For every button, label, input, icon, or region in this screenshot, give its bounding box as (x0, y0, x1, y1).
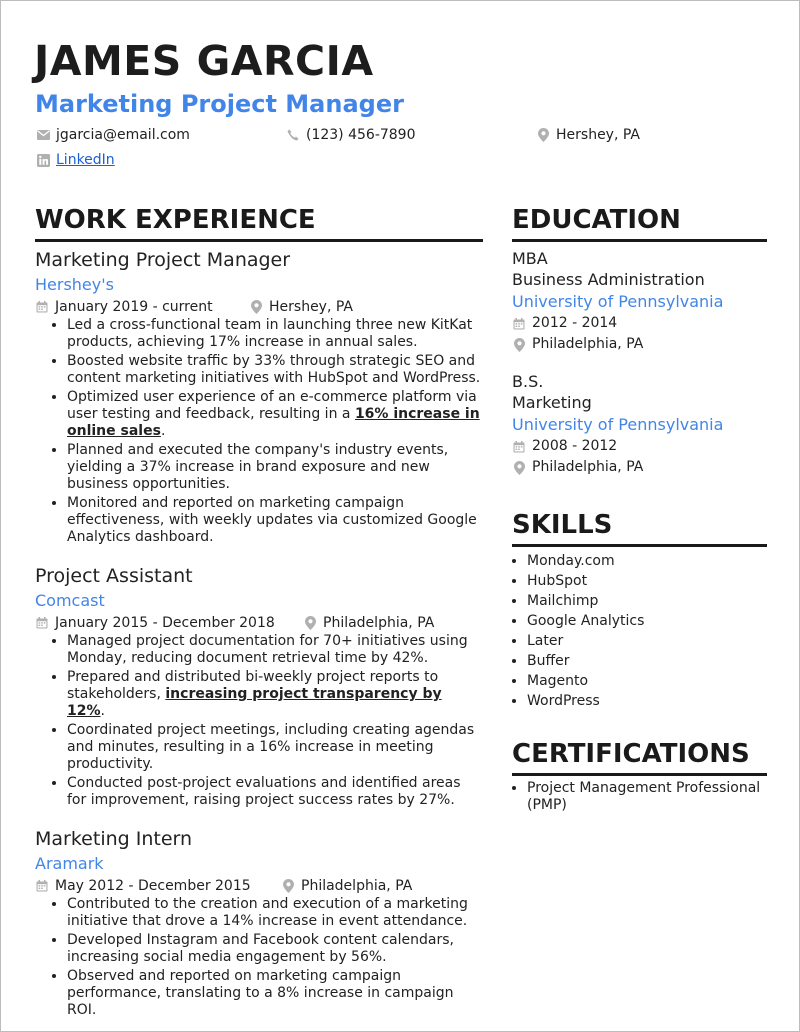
skill-item: • Later (527, 631, 767, 651)
education-location: Philadelphia, PA (512, 334, 767, 355)
skill-item: • Magento (527, 671, 767, 691)
right-column (512, 201, 767, 814)
certifications-section (512, 735, 767, 814)
education-location: Philadelphia, PA (512, 457, 767, 478)
job-bullets (35, 317, 483, 546)
skill-item: • Google Analytics (527, 611, 767, 631)
job-entry (35, 248, 483, 546)
company-name: Comcast (35, 591, 105, 610)
job-entry (35, 827, 483, 1019)
candidate-name: JAMES GARCIA (34, 37, 374, 85)
job-bullet: • Led a cross-functional team in launching three new KitKat products, achieving 17% increase in annual sales. (67, 317, 483, 351)
job-location: Philadelphia, PA (301, 878, 413, 894)
highlight-text: 16% increase in online sales (67, 406, 480, 439)
section-heading-work: WORK EXPERIENCE (35, 201, 483, 242)
job-bullet: • Observed and reported on marketing campaign performance, translating to a 8% increase in campaign ROI. (67, 968, 483, 1019)
job-bullets (35, 633, 483, 809)
job-bullet: • Boosted website traffic by 33% through strategic SEO and content marketing initiatives with HubSpot and WordPress. (67, 353, 483, 387)
phone-icon (286, 128, 300, 142)
job-location: Hershey, PA (269, 299, 353, 315)
job-dates: January 2015 - December 2018 (55, 615, 275, 631)
work-experience-section (35, 201, 483, 1021)
candidate-title: Marketing Project Manager (35, 90, 404, 118)
job-bullet: • Planned and executed the company's industry events, yielding a 37% increase in brand exposure and new business opportunities. (67, 442, 483, 493)
job-meta (35, 297, 483, 317)
degree: B.S. (512, 372, 544, 391)
highlight-text: increasing project transparency by 12% (67, 686, 442, 719)
calendar-icon (512, 317, 526, 331)
skill-item: • Mailchimp (527, 591, 767, 611)
job-location: Philadelphia, PA (323, 615, 435, 631)
skills-list (512, 551, 767, 711)
map-pin-icon (303, 616, 317, 630)
map-pin-icon (281, 879, 295, 893)
contact-location (536, 125, 640, 145)
company-name: Aramark (35, 854, 104, 873)
skill-item: • Buffer (527, 651, 767, 671)
map-pin-icon (512, 338, 526, 352)
field-of-study: Business Administration (512, 270, 705, 289)
location-text: Hershey, PA (556, 127, 640, 143)
job-bullet: • Monitored and reported on marketing campaign effectiveness, with weekly updates via customized Google Analytics dashboard. (67, 495, 483, 546)
contact-email (36, 125, 190, 145)
field-of-study: Marketing (512, 393, 592, 412)
job-bullet: • Coordinated project meetings, including creating agendas and minutes, resulting in a 16% increase in meeting productivity. (67, 722, 483, 773)
section-heading-skills: SKILLS (512, 506, 767, 547)
section-heading-education: EDUCATION (512, 201, 767, 242)
calendar-icon (512, 440, 526, 454)
job-meta (35, 876, 483, 896)
job-entry (35, 564, 483, 809)
job-bullet: • Conducted post-project evaluations and identified areas for improvement, raising project success rates by 27%. (67, 775, 483, 809)
degree: MBA (512, 249, 548, 268)
certifications-list (512, 780, 767, 814)
map-pin-icon (536, 128, 550, 142)
school-name: University of Pennsylvania (512, 415, 724, 434)
education-entry (512, 248, 767, 355)
skills-section (512, 506, 767, 711)
job-bullet: • Contributed to the creation and execution of a marketing initiative that drove a 14% increase in event attendance. (67, 896, 483, 930)
education-dates: 2008 - 2012 (512, 436, 767, 457)
calendar-icon (35, 300, 49, 314)
education-entry (512, 371, 767, 478)
education-dates: 2012 - 2014 (512, 313, 767, 334)
job-dates: January 2019 - current (55, 299, 213, 315)
map-pin-icon (512, 461, 526, 475)
job-meta (35, 613, 483, 633)
job-title: Marketing Project Manager (35, 249, 291, 271)
job-bullet: • Optimized user experience of an e-commerce platform via user testing and feedback, resulting in a 16% increase in online sales. (67, 389, 483, 440)
linkedin-link[interactable]: LinkedIn (56, 152, 115, 168)
company-name: Hershey's (35, 275, 114, 294)
email-text: jgarcia@email.com (56, 127, 190, 143)
envelope-icon (36, 128, 50, 142)
job-title: Project Assistant (35, 565, 193, 587)
phone-text: (123) 456-7890 (306, 127, 416, 143)
section-heading-certifications: CERTIFICATIONS (512, 735, 767, 776)
contact-linkedin (36, 150, 115, 170)
map-pin-icon (249, 300, 263, 314)
job-bullets (35, 896, 483, 1019)
job-title: Marketing Intern (35, 828, 193, 850)
calendar-icon (35, 616, 49, 630)
skill-item: • WordPress (527, 691, 767, 711)
skill-item: • Monday.com (527, 551, 767, 571)
job-bullet: • Prepared and distributed bi-weekly project reports to stakeholders, increasing project transparency by 12%. (67, 669, 483, 720)
calendar-icon (35, 879, 49, 893)
contact-phone (286, 125, 416, 145)
linkedin-icon (36, 153, 50, 167)
job-dates: May 2012 - December 2015 (55, 878, 251, 894)
education-section (512, 201, 767, 478)
job-bullet: • Developed Instagram and Facebook content calendars, increasing social media engagement by 56%. (67, 932, 483, 966)
certification-item: • Project Management Professional (PMP) (527, 780, 767, 814)
skill-item: • HubSpot (527, 571, 767, 591)
school-name: University of Pennsylvania (512, 292, 724, 311)
job-bullet: • Managed project documentation for 70+ initiatives using Monday, reducing document retrieval time by 42%. (67, 633, 483, 667)
